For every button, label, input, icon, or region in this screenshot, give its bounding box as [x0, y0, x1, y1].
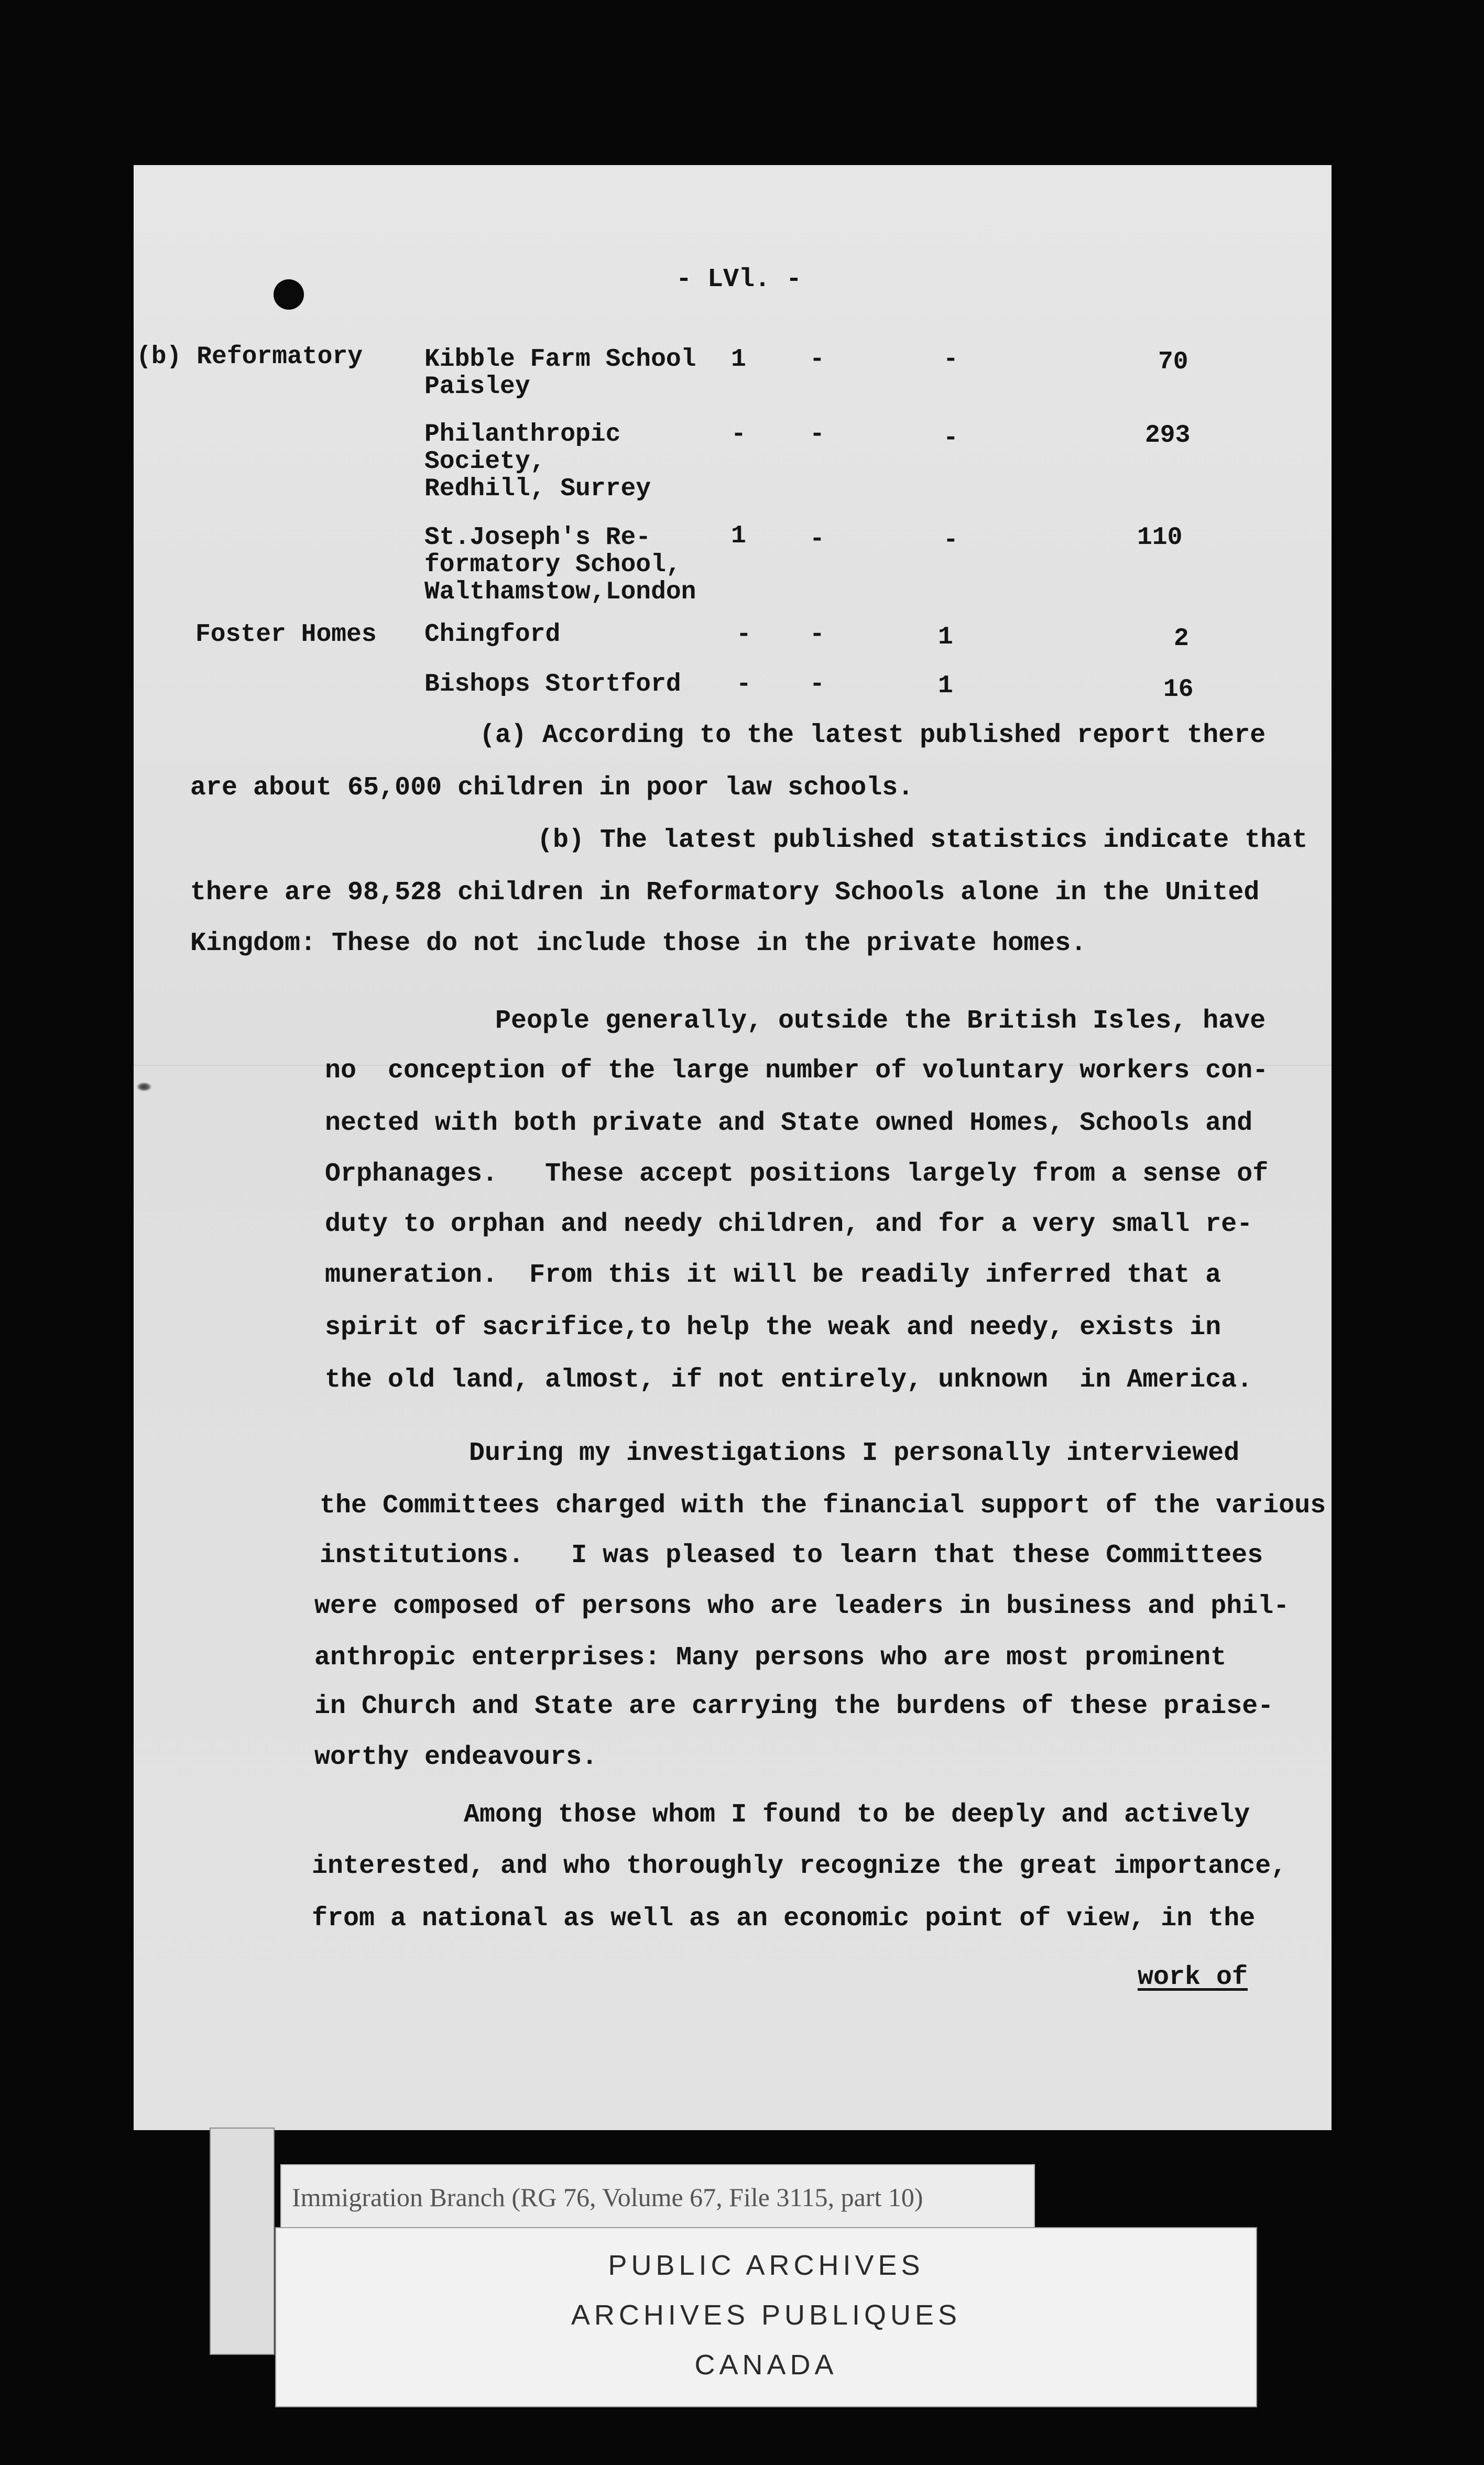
mount-clip	[210, 2128, 275, 2355]
body-line: worthy endeavours.	[314, 1742, 598, 1772]
body-line: Orphanages. These accept positions largely from a sense of	[325, 1159, 1269, 1189]
body-line: anthropic enterprises: Many persons who are most prominent	[314, 1643, 1227, 1673]
table-cell-c2: -	[810, 525, 825, 553]
body-line: there are 98,528 children in Reformatory Schools alone in the United	[190, 878, 1260, 908]
table-cell-c1: 1	[731, 345, 746, 374]
stamp-line: PUBLIC ARCHIVES	[608, 2250, 924, 2281]
table-cell-c1: 1	[731, 522, 746, 550]
table-cell-c1: -	[736, 670, 751, 699]
table-cell-institution: Bishops Stortford	[424, 670, 681, 699]
table-cell-category: Foster Homes	[195, 620, 377, 649]
table-cell-c3: -	[943, 424, 958, 452]
ink-speck	[136, 1082, 152, 1092]
document-page	[134, 165, 1332, 2130]
table-cell-total: 70	[1158, 348, 1188, 376]
body-line: During my investigations I personally interviewed	[469, 1438, 1240, 1468]
table-cell-institution: Kibble Farm School Paisley	[424, 345, 696, 401]
table-cell-c1: -	[731, 420, 746, 449]
table-cell-c2: -	[810, 670, 825, 699]
punch-hole	[274, 279, 304, 310]
archive-reference-label: Immigration Branch (RG 76, Volume 67, File 3115, part 10)	[280, 2164, 1035, 2228]
body-line: the Committees charged with the financial support of the various	[320, 1491, 1326, 1521]
body-line: from a national as well as an economic point of view, in the	[312, 1904, 1256, 1934]
stamp-line: ARCHIVES PUBLIQUES	[571, 2299, 962, 2331]
table-cell-institution: Philanthropic Society, Redhill, Surrey	[424, 420, 651, 503]
table-cell-c3: -	[943, 345, 958, 374]
page-number: - LVl. -	[676, 265, 802, 295]
body-line: People generally, outside the British Isles, have	[495, 1006, 1266, 1036]
table-cell-c2: -	[810, 620, 825, 649]
body-line: spirit of sacrifice,to help the weak and needy, exists in	[325, 1313, 1221, 1343]
section-label: (b) Reformatory	[136, 343, 363, 371]
body-line: in Church and State are carrying the burdens of these praise-	[314, 1692, 1274, 1721]
table-cell-institution: St.Joseph's Re- formatory School, Walthamstow,London	[424, 523, 696, 606]
body-line: institutions. I was pleased to learn that these Committees	[320, 1541, 1263, 1570]
body-line: nected with both private and State owned Homes, Schools and	[325, 1108, 1253, 1138]
body-line: no conception of the large number of voluntary workers con-	[325, 1056, 1269, 1086]
table-cell-total: 293	[1145, 421, 1191, 450]
table-cell-c3: -	[943, 526, 958, 554]
body-line: duty to orphan and needy children, and for a very small re-	[325, 1209, 1253, 1239]
table-cell-c2: -	[810, 345, 825, 374]
body-line: Among those whom I found to be deeply and actively	[464, 1800, 1250, 1830]
table-cell-institution: Chingford	[424, 620, 561, 649]
table-cell-c3: 1	[938, 672, 953, 700]
table-cell-c3: 1	[938, 623, 953, 651]
table-cell-total: 16	[1163, 675, 1194, 704]
archive-stamp	[275, 2227, 1257, 2407]
catchword: work of	[1137, 1962, 1248, 1992]
table-cell-c2: -	[810, 420, 825, 449]
body-line: (b) The latest published statistics indicate that	[537, 825, 1308, 855]
body-line: are about 65,000 children in poor law schools.	[190, 773, 914, 803]
body-line: were composed of persons who are leaders in business and phil-	[314, 1591, 1290, 1621]
table-cell-total: 110	[1137, 523, 1183, 552]
body-line: Kingdom: These do not include those in the private homes.	[190, 929, 1087, 958]
body-line: (a) According to the latest published report there	[479, 721, 1266, 750]
body-line: muneration. From this it will be readily inferred that a	[325, 1260, 1221, 1290]
body-line: the old land, almost, if not entirely, unknown in America.	[325, 1365, 1253, 1395]
table-cell-c1: -	[736, 620, 751, 649]
stamp-line: CANADA	[694, 2349, 838, 2381]
table-cell-total: 2	[1174, 625, 1189, 653]
body-line: interested, and who thoroughly recognize the great importance,	[312, 1851, 1287, 1881]
